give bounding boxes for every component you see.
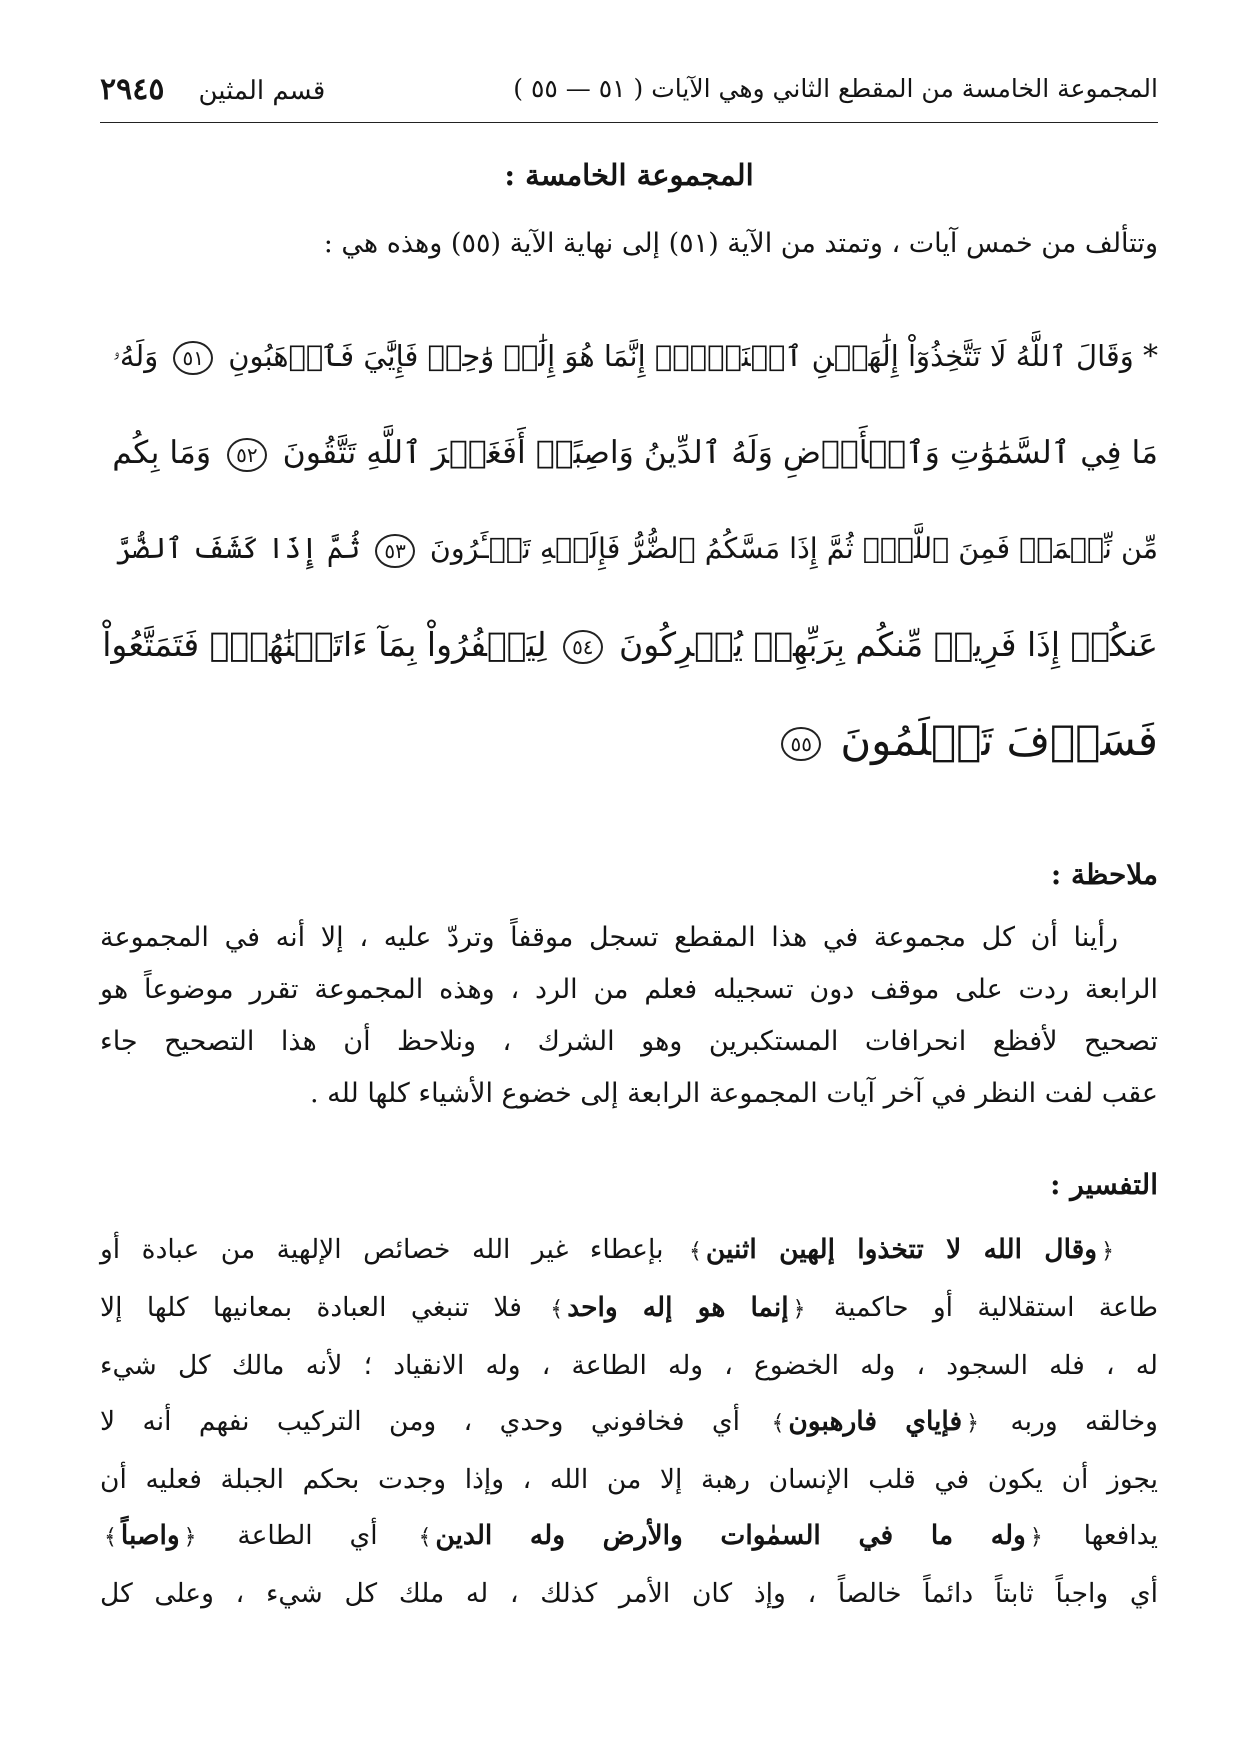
ornate-bracket: ﴾ <box>550 1297 564 1322</box>
header-rule <box>100 122 1158 123</box>
verse-text: مَا فِي ٱلسَّمَٰوَٰتِ وَٱلۡأَرۡضِ وَلَهُ ٱلدِّينُ وَاصِبًاۚ أَفَغَيۡرَ ٱللَّهِ تَتَّقُونَ <box>282 435 1158 471</box>
ornate-bracket: ﴾ <box>771 1411 785 1436</box>
star-mark: * <box>1143 339 1158 374</box>
ornate-bracket: ﴾ <box>104 1525 117 1550</box>
ornate-bracket: ﴿ <box>966 1411 980 1436</box>
tafsir-line: يجوز أن يكون في قلب الإنسان رهبة إلا من الله ، وإذا وجدت بحكم الجبلة فعليه أن <box>100 1464 1158 1495</box>
ornate-bracket: ﴾ <box>418 1525 432 1550</box>
tafsir-text: فلا تنبغي العبادة بمعانيها كلها إلا <box>100 1292 522 1323</box>
verse-text: ثُمَّ إِذَا كَشَفَ ٱلضُّرَّ <box>116 532 361 565</box>
verse-text: فَسَوۡفَ تَعۡلَمُونَ <box>840 716 1158 765</box>
group-title: المجموعة الخامسة : <box>504 158 754 192</box>
page-number: ٢٩٤٥ <box>100 72 165 107</box>
tafsir-line <box>100 1280 1158 1338</box>
tafsir-text: يدافعها <box>1083 1520 1158 1551</box>
ornate-bracket: ﴿ <box>1029 1525 1043 1550</box>
ornate-bracket: ﴾ <box>688 1239 702 1264</box>
tafsir-line <box>100 1508 1158 1566</box>
note-paragraph <box>100 912 1158 1120</box>
quoted-verse: وقال الله لا تتخذوا إلهين اثنين <box>705 1234 1098 1265</box>
running-header <box>100 68 1158 118</box>
tafsir-line <box>100 1222 1158 1280</box>
header-left-group <box>100 72 325 107</box>
quran-verses <box>100 308 1158 789</box>
section-name: قسم المثين <box>198 76 326 106</box>
header-title: المجموعة الخامسة من المقطع الثاني وهي الآيات ( ٥١ — ٥٥ ) <box>513 74 1158 103</box>
note-line: رأينا أن كل مجموعة في هذا المقطع تسجل موقفاً وتردّ عليه ، إلا أنه في المجموعة <box>100 922 1118 953</box>
note-heading: ملاحظة : <box>1050 858 1158 891</box>
note-line: الرابعة ردت على موقف دون تسجيله فعلم من الرد ، وهذه المجموعة تقرر موضوعاً هو <box>100 974 1158 1005</box>
verse-text: وَقَالَ ٱللَّهُ لَا تَتَّخِذُوٓاْ إِلَٰهَيۡنِ ٱثۡنَيۡنِۖ إِنَّمَا هُوَ إِلَٰهٞ وَٰحِدٞ فَإِيَّٰيَ فَٱرۡهَبُونِ <box>228 339 1134 373</box>
tafsir-paragraph <box>100 1222 1158 1622</box>
note-line: عقب لفت النظر في آخر آيات المجموعة الرابعة إلى خضوع الأشياء كلها لله . <box>309 1078 1158 1109</box>
verse-text: عَنكُمۡ إِذَا فَرِيقٞ مِّنكُم بِرَبِّهِمۡ يُشۡرِكُونَ <box>619 625 1158 664</box>
ayah-number-mark: ٥٢ <box>227 438 266 472</box>
tafsir-text: بإعطاء غير الله خصائص الإلهية من عبادة أو <box>100 1234 664 1265</box>
verse-line <box>100 501 1158 597</box>
ornate-bracket: ﴿ <box>792 1297 806 1322</box>
ayah-number-mark: ٥١ <box>173 341 212 375</box>
tafsir-text: طاعة استقلالية أو حاكمية <box>833 1292 1158 1323</box>
quoted-verse: واصباً <box>120 1520 180 1551</box>
tafsir-line: له ، فله السجود ، وله الخضوع ، وله الطاعة ، وله الانقياد ؛ لأنه مالك كل شيء <box>100 1350 1158 1381</box>
ornate-bracket: ﴿ <box>1101 1239 1114 1264</box>
verse-text: لِيَكۡفُرُواْ بِمَآ ءَاتَيۡنَٰهُمۡۚ فَتَمَتَّعُواْ <box>102 625 547 664</box>
verse-line <box>100 693 1158 789</box>
tafsir-line: أي واجباً ثابتاً دائماً خالصاً ، وإذ كان الأمر كذلك ، له ملك كل شيء ، وعلى كل <box>100 1578 1158 1609</box>
verse-text: وَمَا بِكُم <box>112 435 212 471</box>
verse-line <box>100 597 1158 693</box>
verse-line <box>100 308 1158 405</box>
quoted-verse: فإياي فارهبون <box>788 1406 963 1437</box>
tafsir-text: أي فخافوني وحدي ، ومن التركيب نفهم أنه لا <box>100 1406 741 1437</box>
verse-text: وَلَهُۥ <box>112 339 159 373</box>
tafsir-heading: التفسير : <box>1050 1168 1158 1201</box>
intro-text: وتتألف من خمس آيات ، وتمتد من الآية (٥١) إلى نهاية الآية (٥٥) وهذه هي : <box>323 228 1158 259</box>
ayah-number-mark: ٥٣ <box>375 534 414 568</box>
note-line: تصحيح لأفظع انحرافات المستكبرين وهو الشرك ، ونلاحظ أن هذا التصحيح جاء <box>100 1026 1158 1057</box>
quoted-verse: إنما هو إله واحد <box>567 1292 789 1323</box>
ayah-number-mark: ٥٥ <box>781 727 820 761</box>
tafsir-text: أي الطاعة <box>237 1520 378 1551</box>
tafsir-line <box>100 1394 1158 1452</box>
verse-line <box>100 405 1158 501</box>
ornate-bracket: ﴿ <box>183 1525 197 1550</box>
quoted-verse: وله ما في السمٰوات والأرض وله الدين <box>435 1520 1026 1551</box>
tafsir-text: وخالقه وربه <box>1010 1406 1158 1437</box>
ayah-number-mark: ٥٤ <box>563 630 602 664</box>
verse-text: مِّن نِّعۡمَةٖ فَمِنَ ٱللَّهِۖ ثُمَّ إِذَا مَسَّكُمُ ٱلضُّرُّ فَإِلَيۡهِ تَجۡـَٔرُونَ <box>429 532 1158 565</box>
